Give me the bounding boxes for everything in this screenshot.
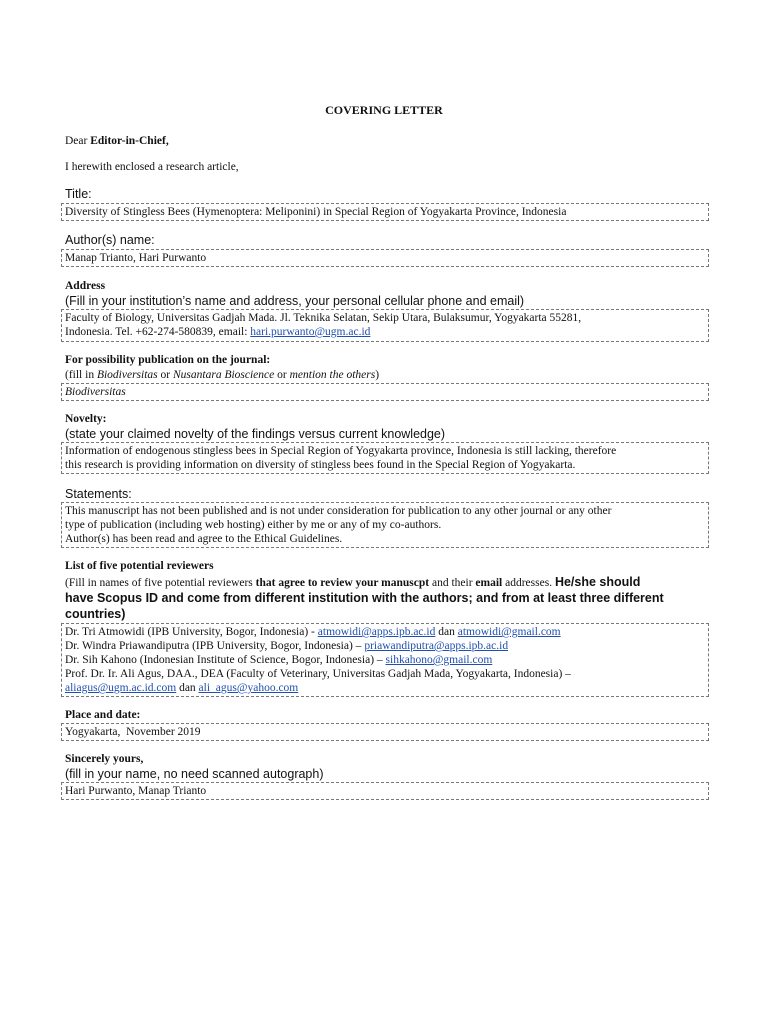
address-email-link[interactable]: hari.purwanto@ugm.ac.id bbox=[250, 326, 371, 338]
journal-option-other: mention the others bbox=[289, 369, 376, 381]
reviewer-item bbox=[65, 653, 706, 667]
address-line-1: Faculty of Biology, Universitas Gadjah Mada. Jl. Teknika Selatan, Sekip Utara, Bulaksumur, Yogyakarta 55281, bbox=[65, 312, 582, 324]
reviewer-join: dan bbox=[176, 682, 199, 694]
reviewer-join: dan bbox=[435, 626, 458, 638]
novelty-instruction: (state your claimed novelty of the findings versus current knowledge) bbox=[65, 427, 446, 441]
reviewer-email-link[interactable]: priawandiputra@apps.ipb.ac.id bbox=[364, 640, 509, 652]
reviewer-item bbox=[65, 667, 706, 681]
address-field[interactable] bbox=[61, 309, 709, 342]
reviewers-instruction-line-3: countries) bbox=[65, 607, 126, 621]
journal-field[interactable] bbox=[61, 383, 709, 401]
place-date-field[interactable] bbox=[61, 723, 709, 741]
page-title: COVERING LETTER bbox=[325, 103, 443, 117]
novelty-line-2: this research is providing information on diversity of stingless bees found in the Special Region of Yogyakarta. bbox=[65, 459, 576, 471]
authors-field[interactable] bbox=[61, 249, 709, 267]
journal-option-1: Biodiversitas bbox=[96, 369, 158, 381]
title-value: Diversity of Stingless Bees (Hymenoptera: Meliponini) in Special Region of Yogyakarta Province, Indonesia bbox=[65, 206, 567, 218]
reviewers-instr-e: addresses. bbox=[502, 577, 555, 589]
address-instruction: (Fill in your institution’s name and address, your personal cellular phone and email) bbox=[65, 294, 525, 308]
reviewers-label: List of five potential reviewers bbox=[65, 560, 214, 572]
statements-line-1: This manuscript has not been published and is not under consideration for publication to any other journal or any other bbox=[65, 505, 612, 517]
reviewer-text: Dr. Sih Kahono (Indonesian Institute of Science, Bogor, Indonesia) – bbox=[65, 654, 386, 666]
salutation-name: Editor-in-Chief, bbox=[90, 135, 169, 147]
journal-instruction bbox=[65, 368, 379, 382]
journal-label: For possibility publication on the journal: bbox=[65, 354, 271, 366]
reviewer-text: Dr. Windra Priawandiputra (IPB University, Bogor, Indonesia) – bbox=[65, 640, 365, 652]
journal-or-1: or bbox=[157, 369, 173, 381]
journal-instruction-pre: (fill in bbox=[65, 369, 97, 381]
reviewer-item-continued bbox=[65, 681, 706, 695]
reviewer-email-link[interactable]: ali_agus@yahoo.com bbox=[198, 682, 299, 694]
closing-instruction: (fill in your name, no need scanned autograph) bbox=[65, 767, 324, 781]
reviewers-instruction-line-2: have Scopus ID and come from different institution with the authors; and from at least three different bbox=[65, 591, 664, 605]
novelty-field[interactable] bbox=[61, 442, 709, 474]
reviewer-text: Prof. Dr. Ir. Ali Agus, DAA., DEA (Faculty of Veterinary, Universitas Gadjah Mada, Yogyakarta, Indonesia) – bbox=[65, 668, 571, 680]
reviewer-item bbox=[65, 639, 706, 653]
reviewer-email-link[interactable]: atmowidi@gmail.com bbox=[457, 626, 561, 638]
reviewers-instr-f: He/she should bbox=[554, 575, 641, 589]
signature-field[interactable] bbox=[61, 782, 709, 800]
statements-field[interactable] bbox=[61, 502, 709, 548]
closing-label: Sincerely yours, bbox=[65, 753, 144, 765]
statements-line-2: type of publication (including web hosting) either by me or any of my co-authors. bbox=[65, 519, 442, 531]
reviewers-instr-a: (Fill in names of five potential reviewers bbox=[65, 577, 256, 589]
reviewers-instruction-line-1 bbox=[65, 574, 715, 590]
reviewer-email-link[interactable]: sihkahono@gmail.com bbox=[385, 654, 493, 666]
journal-value: Biodiversitas bbox=[65, 386, 126, 398]
title-label: Title: bbox=[65, 187, 92, 201]
reviewer-email-link[interactable]: atmowidi@apps.ipb.ac.id bbox=[317, 626, 436, 638]
address-line-2 bbox=[65, 325, 706, 339]
novelty-label: Novelty: bbox=[65, 413, 107, 425]
journal-instruction-post: ) bbox=[375, 369, 380, 381]
reviewers-instr-c: and their bbox=[429, 577, 476, 589]
intro-text: I herewith enclosed a research article, bbox=[65, 161, 239, 173]
reviewers-instruction bbox=[65, 574, 715, 622]
salutation-prefix: Dear bbox=[65, 135, 91, 147]
signature-value: Hari Purwanto, Manap Trianto bbox=[65, 785, 207, 797]
authors-label: Author(s) name: bbox=[65, 233, 155, 247]
journal-option-2: Nusantara Bioscience bbox=[173, 369, 275, 381]
title-field[interactable] bbox=[61, 203, 709, 221]
novelty-line-1: Information of endogenous stingless bees in Special Region of Yogyakarta province, Indonesia is still lacking, therefore bbox=[65, 445, 617, 457]
address-label: Address bbox=[65, 280, 106, 292]
authors-value: Manap Trianto, Hari Purwanto bbox=[65, 252, 207, 264]
reviewers-instr-d: email bbox=[475, 577, 503, 589]
place-date-value: Yogyakarta, November 2019 bbox=[65, 726, 201, 738]
reviewer-email-link[interactable]: aliagus@ugm.ac.id.com bbox=[65, 682, 177, 694]
reviewer-item bbox=[65, 625, 706, 639]
address-line-2-text: Indonesia. Tel. +62-274-580839, email: bbox=[65, 326, 251, 338]
journal-or-2: or bbox=[274, 369, 290, 381]
salutation bbox=[65, 134, 169, 148]
reviewers-instr-b: that agree to review your manuscpt bbox=[255, 577, 430, 589]
reviewer-text: Dr. Tri Atmowidi (IPB University, Bogor, Indonesia) - bbox=[65, 626, 318, 638]
reviewers-field[interactable] bbox=[61, 623, 709, 697]
statements-line-3: Author(s) has been read and agree to the Ethical Guidelines. bbox=[65, 533, 343, 545]
statements-label: Statements: bbox=[65, 487, 132, 501]
place-date-label: Place and date: bbox=[65, 709, 141, 721]
